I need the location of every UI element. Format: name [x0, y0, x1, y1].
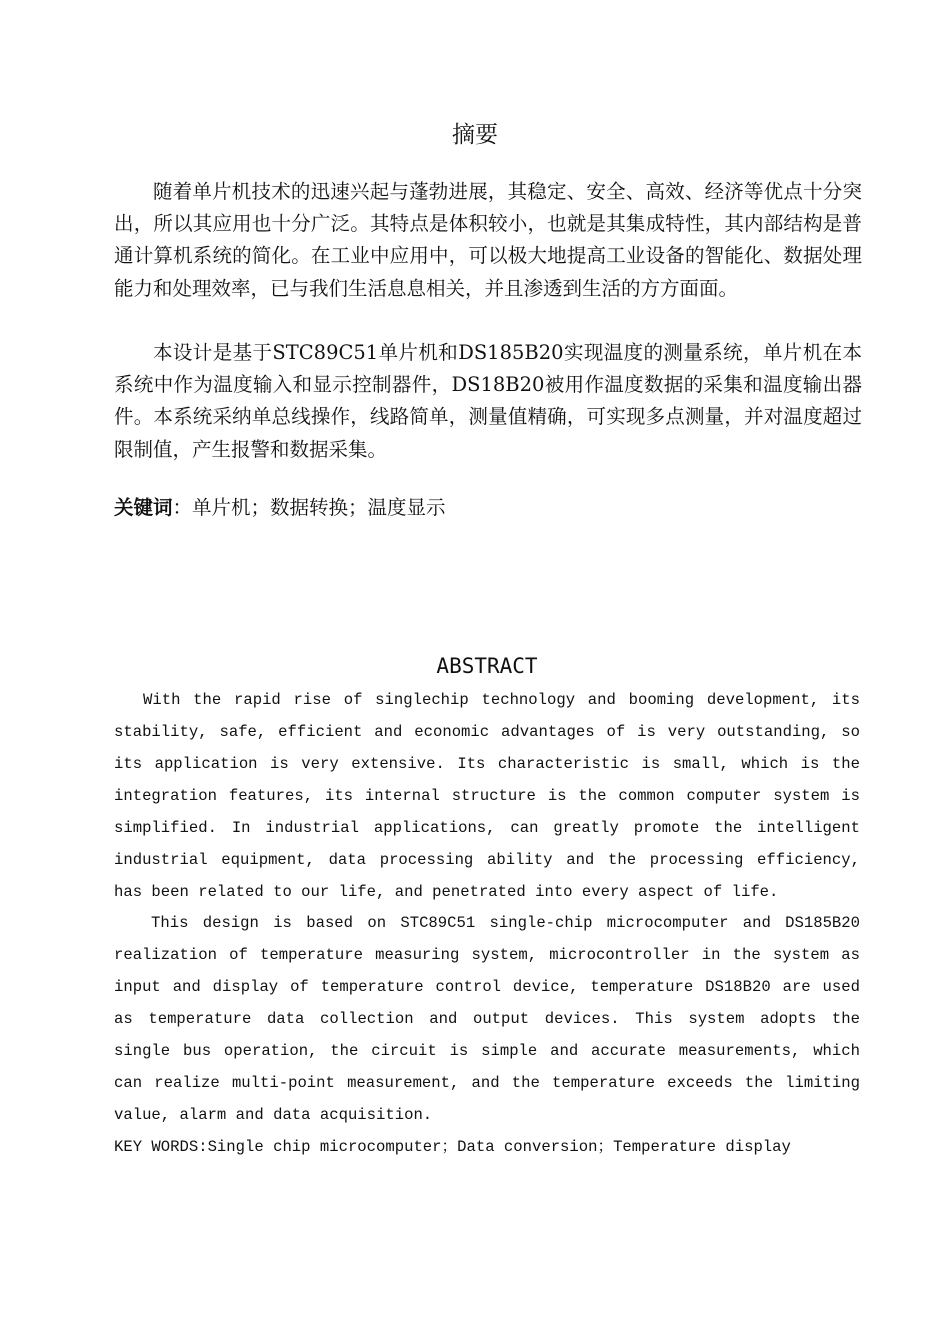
english-keywords: KEY WORDS:Single chip microcomputer；Data conversion；Temperature display — [114, 1138, 791, 1156]
chinese-abstract-paragraph-1: 随着单片机技术的迅速兴起与蓬勃进展，其稳定、安全、高效、经济等优点十分突出，所以其应用也十分广泛。其特点是体积较小，也就是其集成特性，其内部结构是普通计算机系统的简化。在工业中应用中，可以极大地提高工业设备的智能化、数据处理能力和处理效率，已与我们生活息息相关，并且渗透到生活的方方面面。 — [114, 180, 862, 300]
english-abstract-paragraph-2: This design is based on STC89C51 single-chip microcomputer and DS185B20 realization of temperature measuring system, microcontroller in the system as input and display of temperature control device, temperature DS18B20 are used as temperature data collection and output devices. This system adopts the single bus operation, the circuit is simple and accurate measurements, which can realize multi-point measurement, and the temperature exceeds the limiting value, alarm and data acquisition. — [114, 914, 860, 1124]
chinese-abstract-paragraph-2: 本设计是基于STC89C51单片机和DS185B20实现温度的测量系统，单片机在本系统中作为温度输入和显示控制器件，DS18B20被用作温度数据的采集和温度输出器件。本系统采纳单总线操作，线路简单，测量值精确，可实现多点测量，并对温度超过限制值，产生报警和数据采集。 — [114, 341, 862, 461]
chinese-keywords — [114, 491, 862, 525]
chinese-abstract-title: 摘要 — [452, 122, 498, 148]
english-abstract-paragraph-1: With the rapid rise of singlechip technology and booming development, its stability, safe, efficient and economic advantages of is very outstanding, so its application is very extensive. Its characteristic is small, which is the integration features, its internal structure is the common computer system is simplified. In industrial applications, can greatly promote the intelligent industrial equipment, data processing ability and the processing efficiency, has been related to our life, and penetrated into every aspect of life. — [114, 691, 860, 901]
chinese-keywords-label: 关键词 — [114, 496, 173, 519]
english-abstract-title: ABSTRACT — [436, 654, 538, 678]
chinese-keywords-text: ：单片机；数据转换；温度显示 — [172, 496, 446, 519]
